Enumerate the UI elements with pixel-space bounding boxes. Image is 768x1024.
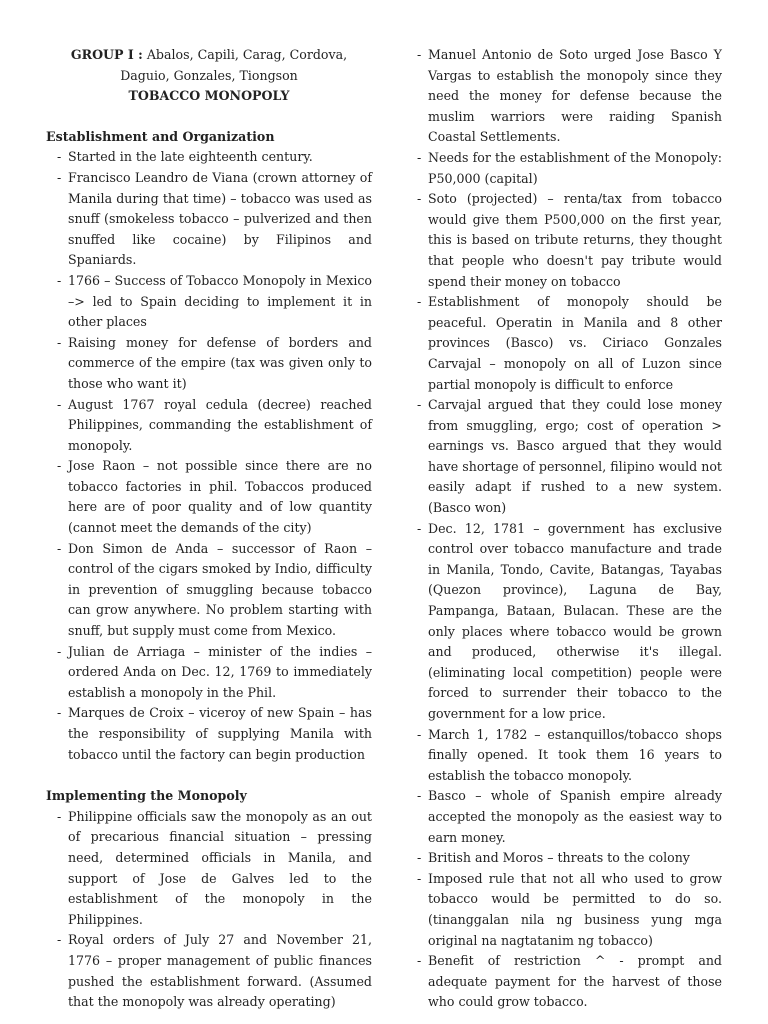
- list-item: - Francisco Leandro de Viana (crown attorney of Manila during that time) – tobacco was used as snuff (smokeless tobacco – pulverized and then snuffed like cocaine) by Filipinos and Spaniards.: [57, 169, 372, 268]
- right-list: [406, 45, 722, 1013]
- list-item: - Dec. 12, 1781 – government has exclusive control over tobacco manufacture and trade in Manila, Tondo, Cavite, Batangas, Tayabas (Quezon province), Laguna de Bay, Pampanga, Bataan, Bulacan. These are the only places where tobacco would be grown and produced, otherwise it's illegal. (eliminating local competition) people were forced to surrender their tobacco to the government for a low price.: [417, 520, 722, 721]
- list-item: - Philippine officials saw the monopoly as an out of precarious financial situation – pressing need, determined officials in Manila, and support of Jose de Galves led to the establishment of the monopoly in the Philippines.: [57, 808, 372, 927]
- list-item: - March 1, 1782 – estanquillos/tobacco shops finally opened. It took them 16 years to establish the tobacco monopoly.: [417, 726, 722, 783]
- right-column: [406, 45, 722, 1013]
- list-item: - Don Simon de Anda – successor of Raon – control of the cigars smoked by Indio, difficulty in prevention of smuggling because tobacco can grow anywhere. No problem starting with snuff, but supply must come from Mexico.: [57, 540, 372, 639]
- list-item: - Basco – whole of Spanish empire already accepted the monopoly as the easiest way to earn money.: [417, 788, 722, 845]
- list-item: - Imposed rule that not all who used to grow tobacco would be permitted to do so. (tinanggalan nila ng business yung mga original na nagtatanim ng tobacco): [417, 870, 722, 948]
- group-header: [46, 45, 372, 86]
- establishment-list: [46, 147, 372, 765]
- list-item: - Soto (projected) – renta/tax from tobacco would give them P500,000 on the first year, this is based on tribute returns, they thought that people who doesn't pay tribute would spend their money on tobacco: [417, 191, 722, 289]
- list-item: - Carvajal argued that they could lose money from smuggling, ergo; cost of operation > earnings vs. Basco argued that they would have shortage of personnel, filipino would not easily adapt if rushed to a new system. (Basco won): [417, 397, 722, 516]
- list-item: - Jose Raon – not possible since there are no tobacco factories in phil. Tobaccos produced here are of poor quality and of low quantity (cannot meet the demands of the city): [57, 458, 372, 536]
- list-item: - August 1767 royal cedula (decree) reached Philippines, commanding the establishment of monopoly.: [57, 396, 372, 453]
- group-members: Abalos, Capili, Carag, Cordova, Daguio, Gonzales, Tiongson: [120, 47, 348, 83]
- list-item: - Julian de Arriaga – minister of the indies – ordered Anda on Dec. 12, 1769 to immediately establish a monopoly in the Phil.: [57, 643, 372, 700]
- list-item: - Establishment of monopoly should be peaceful. Operatin in Manila and 8 other provinces (Basco) vs. Ciriaco Gonzales Carvajal – monopoly on all of Luzon since partial monopoly is difficult to enforce: [417, 294, 722, 392]
- list-item: - Needs for the establishment of the Monopoly: P50,000 (capital): [417, 149, 722, 186]
- section-heading-implementing: Implementing the Monopoly: [46, 788, 247, 804]
- implementing-list: [46, 807, 372, 1013]
- list-item: - British and Moros – threats to the colony: [417, 850, 690, 866]
- list-item: - 1766 – Success of Tobacco Monopoly in Mexico –> led to Spain deciding to implement it in other places: [57, 272, 372, 330]
- list-item: - Benefit of restriction ^ - prompt and adequate payment for the harvest of those who could grow tobacco.: [417, 953, 722, 1010]
- left-column: [46, 45, 372, 1013]
- list-item: - Started in the late eighteenth century.: [57, 149, 313, 165]
- list-item: - Manuel Antonio de Soto urged Jose Basco Y Vargas to establish the monopoly since they need the money for defense because the muslim warriors were raiding Spanish Coastal Settlements.: [417, 47, 722, 145]
- document-title: TOBACCO MONOPOLY: [128, 88, 290, 104]
- list-item: - Royal orders of July 27 and November 21, 1776 – proper management of public finances pushed the establishment forward. (Assumed that the monopoly was already operating): [57, 932, 372, 1010]
- group-label: GROUP I :: [70, 47, 143, 62]
- list-item: - Marques de Croix – viceroy of new Spain – has the responsibility of supplying Manila with tobacco until the factory can begin production: [57, 705, 372, 762]
- list-item: - Raising money for defense of borders and commerce of the empire (tax was given only to those who want it): [57, 334, 372, 391]
- section-heading-establishment: Establishment and Organization: [46, 128, 275, 144]
